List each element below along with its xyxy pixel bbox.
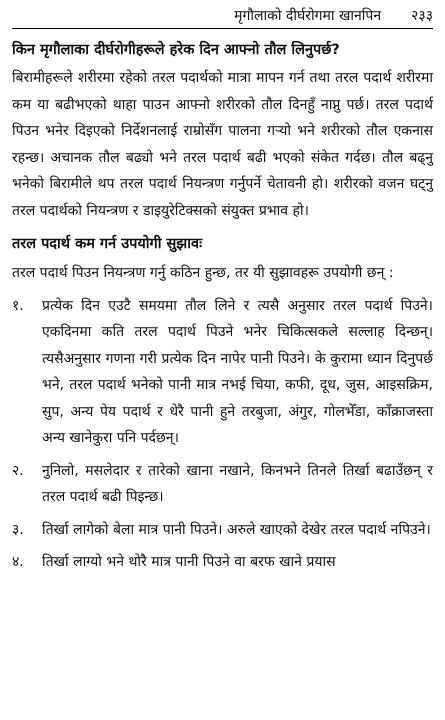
running-header xyxy=(12,0,433,22)
list-item-number: २. xyxy=(12,462,24,479)
section-heading-weight: किन मृगौलाका दीर्घरोगीहरूले हरेक दिन आफ्नो तौल लिनुपर्छ? xyxy=(12,42,340,58)
list-item-number: १. xyxy=(12,297,24,314)
header-rule xyxy=(12,28,433,29)
list-item xyxy=(12,458,433,511)
list-item xyxy=(12,549,433,576)
header-title: मृगौलाको दीर्घरोगमा खानपिन xyxy=(234,8,382,24)
list-item-text: तिर्खा लागेको बेला मात्र पानी पिउने। अरुले खाएको देखेर तरल पदार्थ नपिउने। xyxy=(42,521,431,538)
list-item-text: तिर्खा लाग्यो भने थोरै मात्र पानी पिउने वा बरफ खाने प्रयास xyxy=(42,554,336,570)
list-item-text: नुनिलो, मसलेदार र तारेको खाना नखाने, किनभने तिनले तिर्खा बढाउँछन् र तरल पदार्थ बढी पिइन्छ। xyxy=(42,462,433,505)
body-paragraph: बिरामीहरूले शरीरमा रहेको तरल पदार्थको मात्रा मापन गर्न तथा तरल पदार्थ शरीरमा कम या बढीभएको थाहा पाउन आफ्नो शरीरको तौल दिनहुँ नाप्नु पर्छ। तरल पदार्थ पिउन भनेर दिइएको निर्देशनलाई राम्रोसँग पालना गर्‍यो भने शरीरको तौल एकनास रहन्छ। अचानक तौल बढ्यो भने तरल पदार्थ बढी भएको संकेत गर्दछ। तौल बढ्नु भनेको बिरामीले थप तरल पदार्थ नियन्त्रण गर्नुपर्ने चेतावनी हो। शरीरको वजन घट्नु तरल पदार्थको नियन्त्रण र डाइयुरेटिक्सको संयुक्त प्रभाव हो। xyxy=(12,70,433,219)
tips-intro: तरल पदार्थ पिउन नियन्त्रण गर्नु कठिन हुन्छ, तर यी सुझावहरू उपयोगी छन् : xyxy=(12,265,394,281)
list-item xyxy=(12,293,433,452)
section-heading-tips: तरल पदार्थ कम गर्न उपयोगी सुझावः xyxy=(12,236,203,252)
page-number: २३३ xyxy=(411,8,433,24)
list-item-number: ३. xyxy=(12,521,24,538)
list-item xyxy=(12,517,433,544)
tips-list xyxy=(12,293,433,576)
list-item-text: प्रत्येक दिन एउटै समयमा तौल लिने र त्यसै अनुसार तरल पदार्थ पिउने। एकदिनमा कति तरल पदार्थ पिउने भनेर चिकित्सकले सल्लाह दिन्छन्। त्यसैअनुसार गणना गरी प्रत्येक दिन नापेर पानी पिउने। के कुरामा ध्यान दिनुपर्छ भने, तरल पदार्थ भनेको पानी मात्र नभई चिया, कफी, दूध, जुस, आइसक्रिम, सुप, अन्य पेय पदार्थ र धेरै पानी हुने तरबुजा, अंगुर, गोलभेँडा, काँक्राजस्ता अन्य खानेकुरा पनि पर्दछन्। xyxy=(42,297,433,446)
list-item-number: ४. xyxy=(12,554,24,570)
